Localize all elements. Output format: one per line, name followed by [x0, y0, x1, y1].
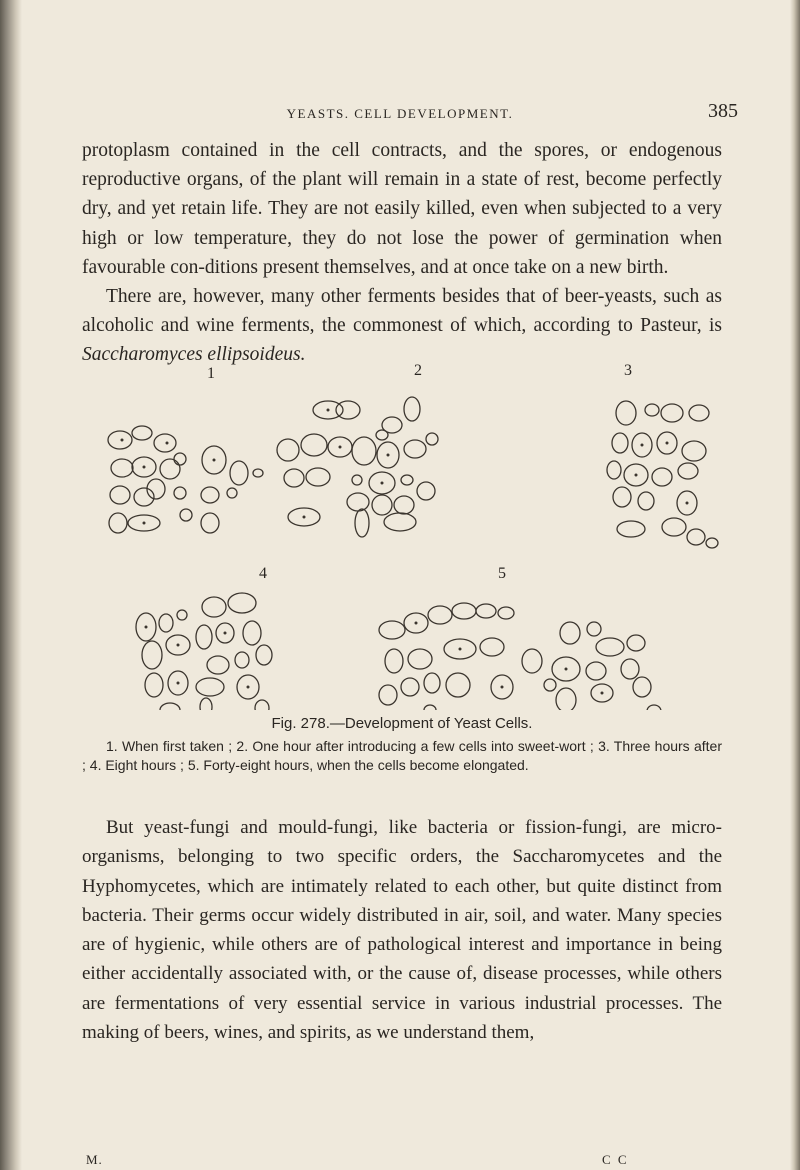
panel-2-cells: [277, 397, 438, 537]
figure-caption-text: 1. When first taken ; 2. One hour after introducing a few cells into sweet-wort ; 3. Three hours after ; 4. Eight hours ; 5. Forty-eight hours, when the cells become elongated.: [82, 738, 722, 773]
page-number: 385: [708, 100, 738, 122]
running-head: YEASTS. CELL DEVELOPMENT.: [286, 106, 514, 121]
panel-4-cells: [136, 593, 272, 710]
panel-label-3: 3: [624, 362, 632, 379]
paragraph-3: But yeast-fungi and mould-fungi, like bacteria or fission-fungi, are micro-organisms, belonging to two specific orders, the Saccharomycetes and the Hyphomycetes, which are intimately related to each other, but quite distinct from bacteria. Their germs occur widely distributed in air, soil, and water. Many species are of hygienic, while others are of pathological interest and importance in being either accidentally associated with, or the cause of, disease processes, while others are fermentations of very essential service in various industrial processes. The making of beers, wines, and spirits, as we understand them,: [82, 817, 722, 1044]
panel-1-cells: [108, 426, 263, 533]
paragraph-1: protoplasm contained in the cell contracts, and the spores, or endogenous reproductive organs, of the plant will remain in a state of rest, become perfectly dry, and yet retain life. They are not easily killed, even when subjected to a very high or low temperature, they do not lose the power of germination when favourable con-ditions present themselves, and at once take on a new birth.: [82, 140, 722, 278]
yeast-cells-illustration: [82, 365, 722, 710]
page-edge-shadow: [790, 0, 800, 1170]
footer-signature: M.: [86, 1152, 103, 1167]
panel-3-cells: [607, 401, 718, 548]
footer-signature-mark: C C: [602, 1152, 629, 1167]
panel-5-cells: [379, 603, 661, 710]
panel-label-2: 2: [414, 362, 422, 379]
paragraph-2: [82, 282, 722, 370]
panel-label-5: 5: [498, 565, 506, 582]
figure-caption-title: Fig. 278.—Development of Yeast Cells.: [271, 715, 533, 732]
paragraph-2-text: There are, however, many other ferments besides that of beer-yeasts, such as alcoholic and wine ferments, the commonest of which, according to Pasteur, is: [82, 286, 722, 337]
yeast-cells-figure: [82, 362, 722, 710]
page-gutter-shadow: [0, 0, 22, 1170]
panel-label-1: 1: [207, 365, 215, 382]
panel-label-4: 4: [259, 565, 267, 582]
species-name: Saccharomyces ellipsoideus.: [82, 344, 306, 366]
